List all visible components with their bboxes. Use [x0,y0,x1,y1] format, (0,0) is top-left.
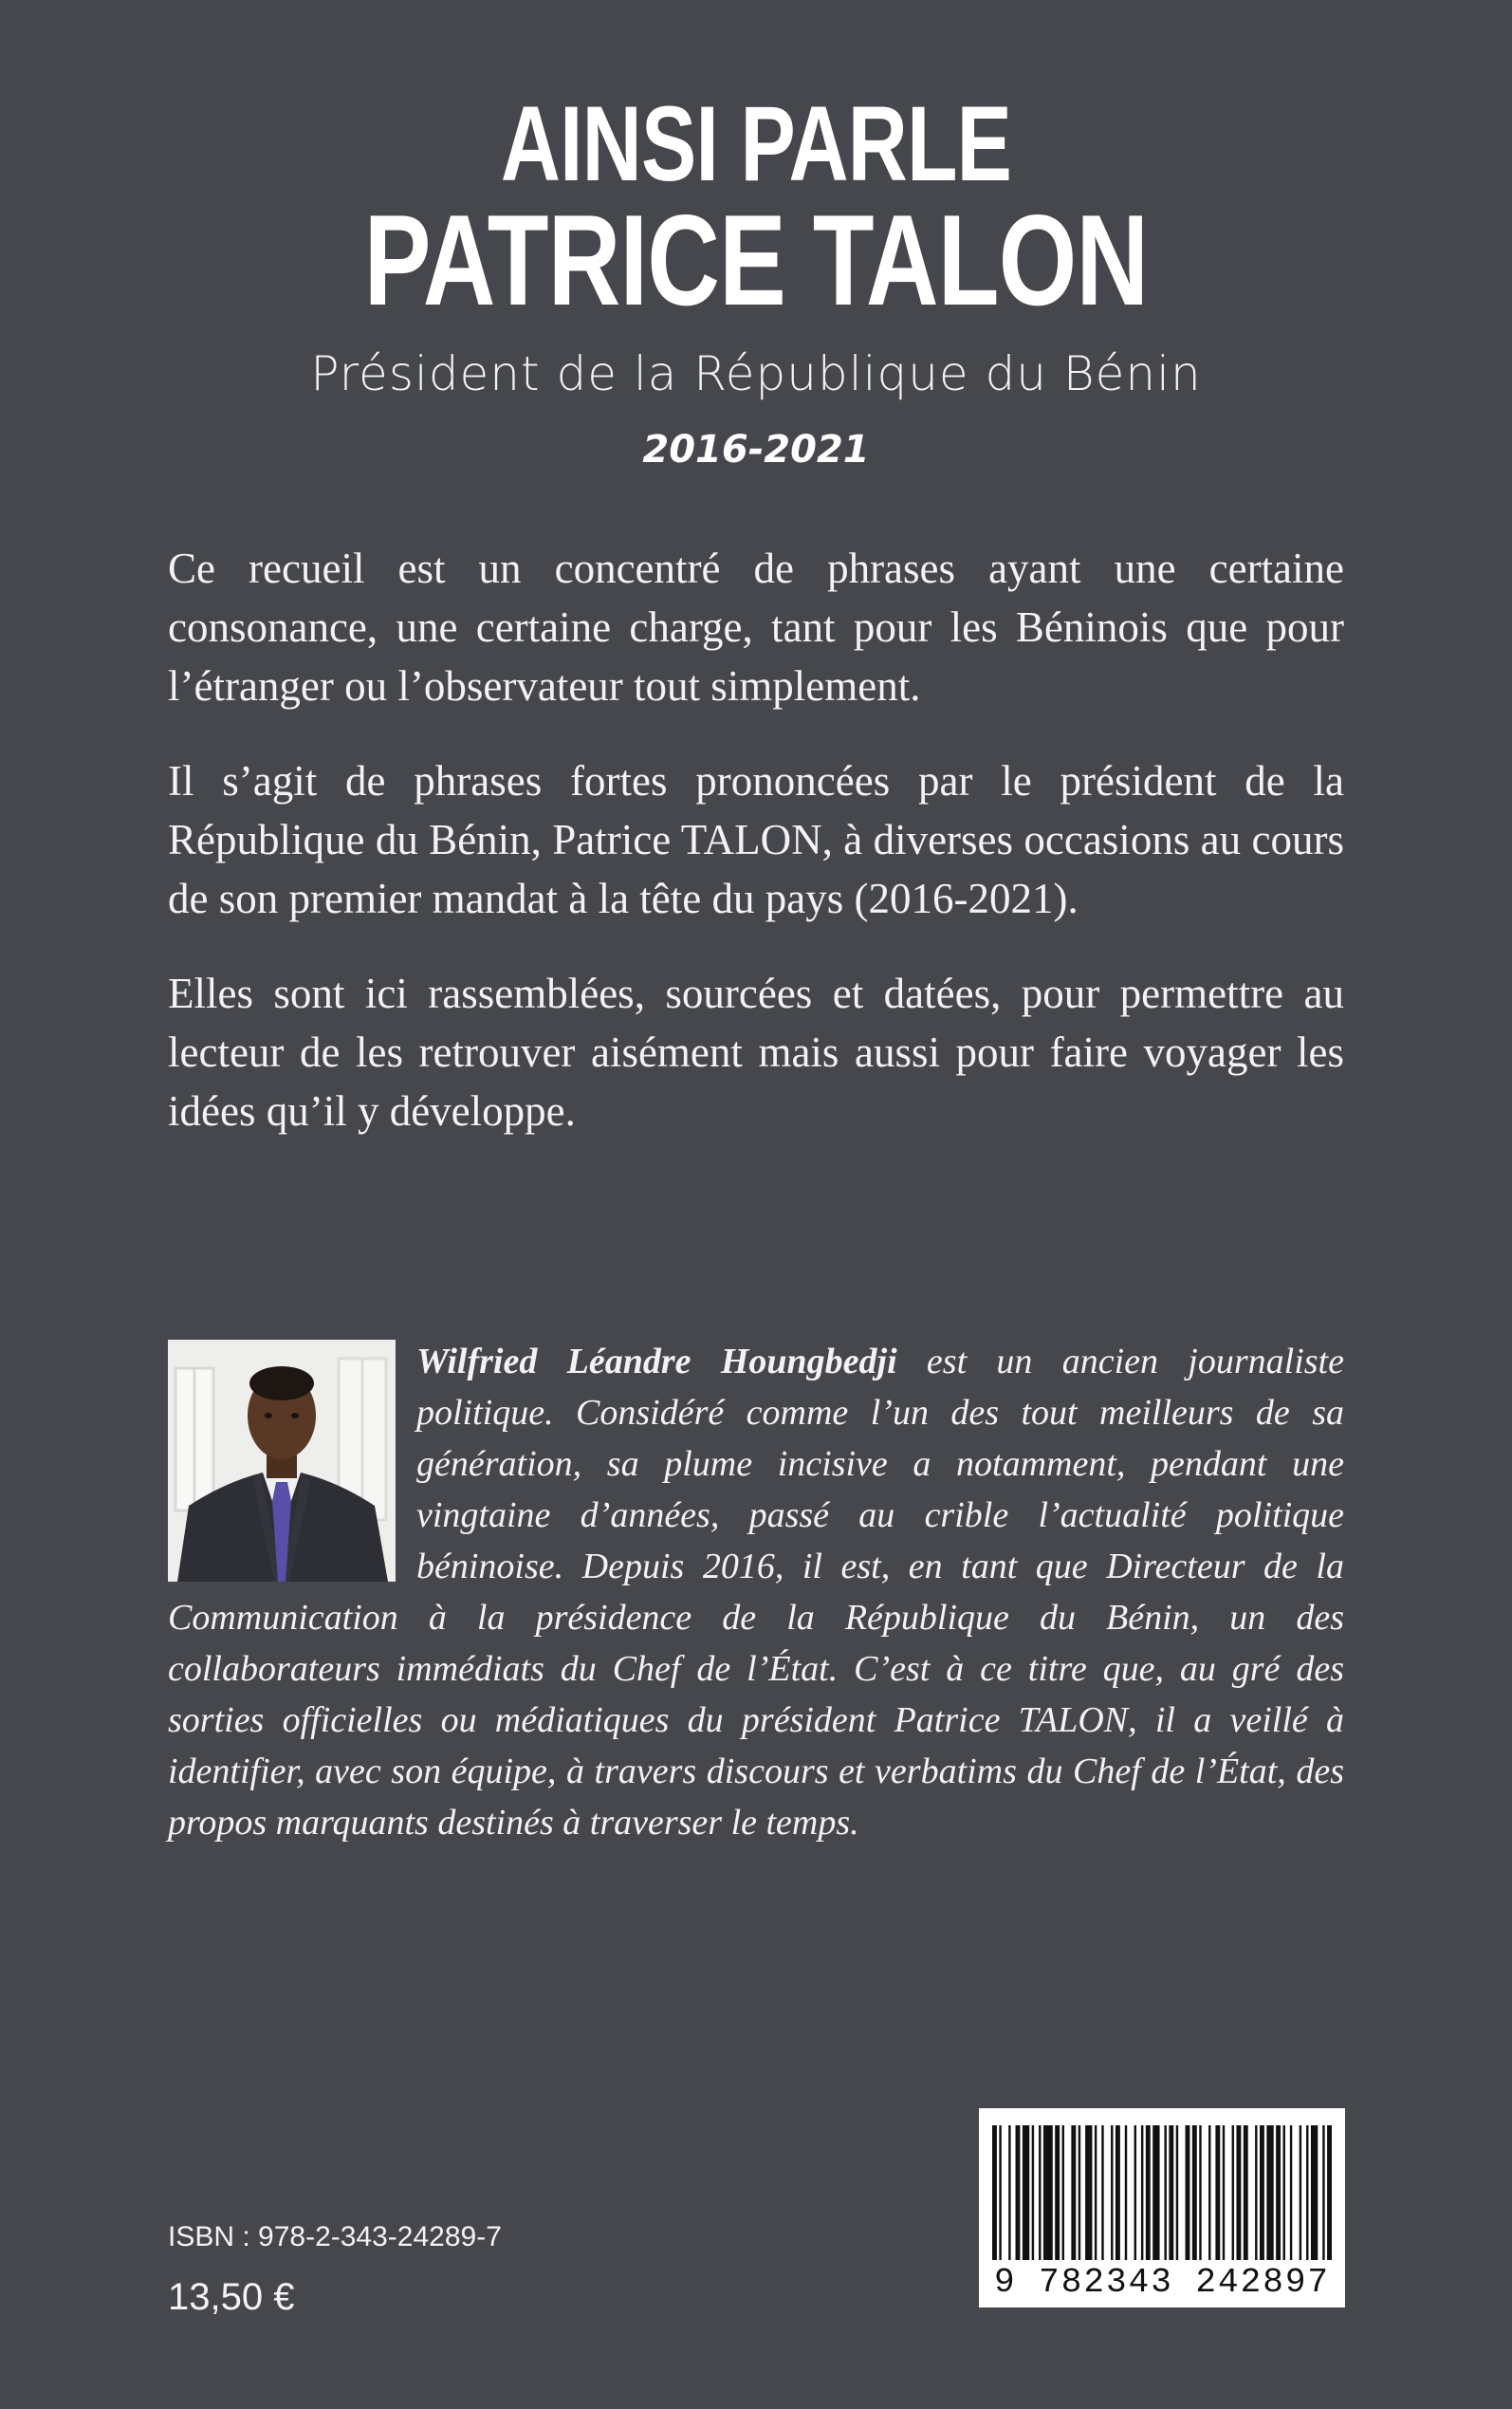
barcode-bar [1039,2125,1041,2260]
blurb-paragraph-3: Elles sont ici rassemblées, sourcées et datées, pour permettre au lecteur de les retrouver aisément mais aussi pour faire voyager les idées qu’il y développe. [168,970,1344,1135]
barcode-bar [1101,2125,1103,2260]
barcode [979,2108,1345,2307]
barcode-bar [1215,2125,1220,2260]
barcode-bar [1008,2125,1010,2260]
term-dates: 2016-2021 [642,428,870,472]
barcode-bar [1016,2125,1021,2260]
barcode-bar [1255,2125,1257,2260]
barcode-bar [1095,2125,1097,2260]
barcode-bar [992,2125,997,2260]
barcode-bar [1116,2125,1120,2260]
barcode-bar [1306,2125,1308,2260]
barcode-bar [1062,2125,1064,2260]
barcode-bar [1032,2125,1034,2260]
barcode-bar [1125,2125,1127,2260]
photo-spacer [168,1336,416,1592]
book-title-line-1: AINSI PARLE [500,84,1012,203]
barcode-bar [1079,2125,1080,2260]
barcode-bar [1169,2125,1173,2260]
barcode-bar [1244,2125,1248,2260]
barcode-bar [1164,2125,1166,2260]
barcode-bar [1186,2125,1190,2260]
book-subtitle: Président de la République du Bénin [310,346,1202,401]
barcode-bar [1300,2125,1301,2260]
book-title-line-2: PATRICE TALON [363,188,1149,332]
price: 13,50 € [168,2276,295,2318]
barcode-bar [1223,2125,1225,2260]
isbn: ISBN : 978-2-343-24289-7 [168,2221,502,2252]
barcode-bar [1176,2125,1178,2260]
barcode-digits: 9 782343 242897 [993,2263,1331,2302]
barcode-bar [1311,2125,1318,2260]
barcode-bar [1283,2125,1285,2260]
barcode-bar [1111,2125,1113,2260]
barcode-bar [1199,2125,1201,2260]
barcode-bar [1141,2125,1143,2260]
barcode-bar [1085,2125,1092,2260]
barcode-bar [1192,2125,1197,2260]
barcode-bar [1208,2125,1210,2260]
barcode-bar [1134,2125,1136,2260]
author-name: Wilfried Léandre Houngbedji [416,1342,897,1381]
barcode-bar [1071,2125,1076,2260]
barcode-bar [1327,2125,1332,2260]
barcode-bar [1043,2125,1053,2260]
blurb-paragraph-1: Ce recueil est un concentré de phrases ayant une certaine consonance, une certaine charge, tant pour les Béninois que pour l’étranger ou l’observateur tout simplement. [168,545,1344,710]
author-bio-text: est un ancien journaliste politique. Considéré comme l’un des tout meilleurs de sa génération, sa plume incisive a notamment, pendant une vingtaine d’années, passé au crible l’actualité politique béninoise. Depuis 2016, il est, en tant que Directeur de la Communication à la présidence de la République du Bénin, un des collaborateurs immédiats du Chef de l’État. C’est à ce titre que, au gré des sorties officielles ou médiatiques du président Patrice TALON, il a veillé à identifier, avec son équipe, à travers discours et verbatims du Chef de l’État, des propos marquants destinés à traverser le temps. [168,1342,1344,1843]
barcode-bar [1276,2125,1281,2260]
barcode-bar [999,2125,1001,2260]
barcode-bar [1266,2125,1273,2260]
barcode-bar [1055,2125,1060,2260]
barcode-bar [1260,2125,1264,2260]
barcode-bar [1146,2125,1151,2260]
barcode-bar [1023,2125,1029,2260]
barcode-bar [1290,2125,1292,2260]
barcode-bars [992,2125,1332,2260]
blurb-paragraph-2: Il s’agit de phrases fortes prononcées par le président de la République du Bénin, Patrice TALON, à diverses occasions au cours de son premier mandat à la tête du pays (2016-2021). [168,757,1344,922]
barcode-bar [1232,2125,1234,2260]
barcode-bar [1236,2125,1241,2260]
barcode-bar [1152,2125,1159,2260]
author-bio [168,1336,1344,1848]
barcode-bar [1322,2125,1324,2260]
